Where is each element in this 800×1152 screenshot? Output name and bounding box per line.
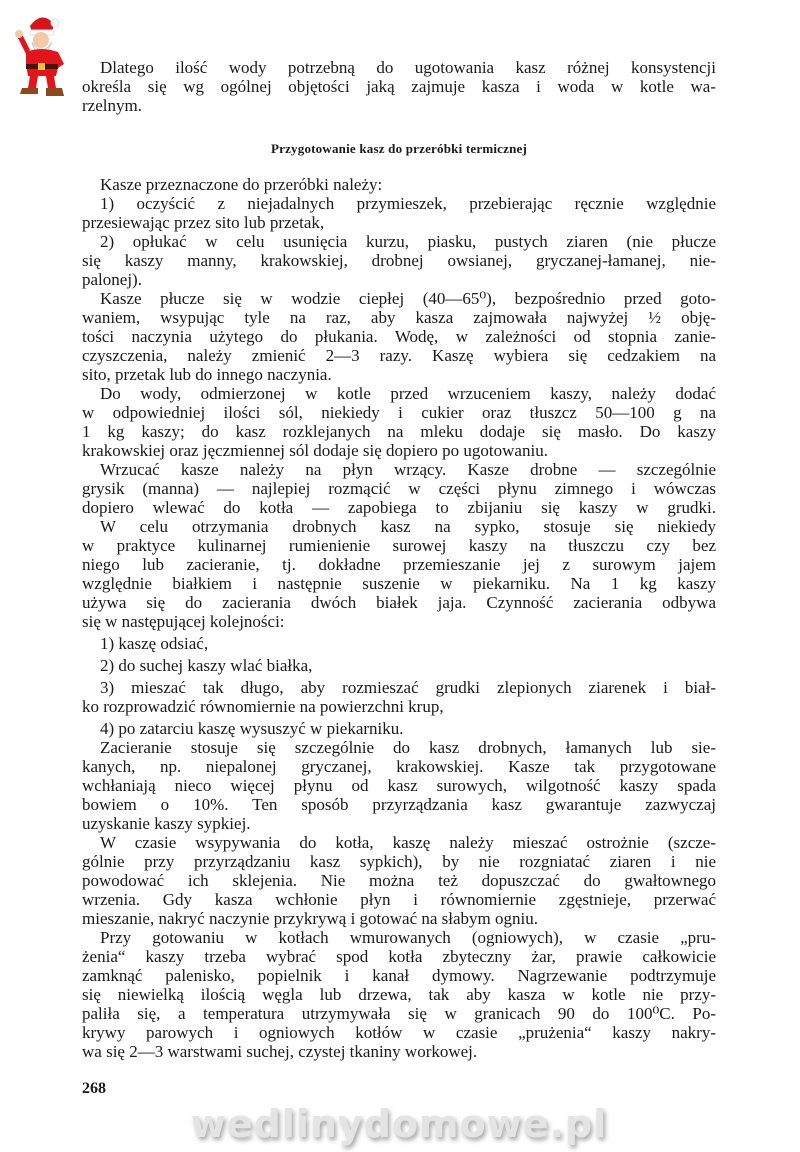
text-line: tości naczynia użytego do płukania. Wodę, w zależności od stopnia zanie- — [82, 327, 716, 346]
text-line: 2) do suchej kaszy wlać białka, — [100, 656, 313, 675]
text-line: waniem, wsypując tyle na raz, aby kasza zajmowała najwyżej ½ obję- — [82, 308, 716, 327]
text-line: 4) po zatarciu kaszę wysuszyć w piekarniku. — [100, 719, 404, 738]
text-line: gólnie przy przyrządzaniu kasz sypkich), by nie rozgniatać ziaren i nie — [82, 852, 716, 871]
section-heading: Przygotowanie kasz do przeróbki termicznej — [270, 141, 528, 156]
text-line: się niewielką ilością węgla lub drzewa, tak aby kasza w kotle nie przy- — [82, 985, 716, 1004]
text-line: zamknąć palenisko, popielnik i kanał dymowy. Nagrzewanie podtrzymuje — [82, 966, 716, 985]
text-line: w praktyce kulinarnej rumienienie surowej kaszy na tłuszczu czy bez — [82, 536, 716, 555]
text-line: czyszczenia, należy zmienić 2—3 razy. Kaszę wybiera się cedzakiem na — [82, 346, 716, 365]
text-line: Kasze płucze się w wodzie ciepłej (40—65⁰), bezpośrednio przed goto- — [100, 289, 716, 308]
text-line: sito, przetak lub do innego naczynia. — [82, 365, 332, 384]
text-line: 2) opłukać w celu usunięcia kurzu, piasku, pustych ziaren (nie płucze — [100, 232, 716, 251]
text-line: Kasze przeznaczone do przeróbki należy: — [100, 175, 383, 194]
text-line: 1) oczyścić z niejadalnych przymieszek, przebierając ręcznie względnie — [100, 194, 716, 213]
text-line: palonej). — [82, 270, 142, 289]
text-line: określa się wg ogólnej objętości jaką zajmuje kasza i woda w kotle wa- — [82, 77, 716, 96]
watermark: wedlinydomowe.pl — [190, 1102, 608, 1146]
text-line: krakowskiej oraz jęczmiennej sól dodaje się dopiero po ugotowaniu. — [82, 441, 548, 460]
text-line: wrzenia. Gdy kasza wchłonie płyn i równomiernie zgęstnieje, przerwać — [82, 890, 716, 909]
santa-clipart-icon — [8, 12, 74, 100]
page-number: 268 — [82, 1080, 106, 1097]
text-line: żenia“ kaszy trzeba wybrać spod kotła zbyteczny żar, prawie całkowicie — [82, 947, 716, 966]
text-line: niego lub zacieranie, tj. dokładne przemieszanie jej z surowym jajem — [82, 555, 716, 574]
text-line: Zacieranie stosuje się szczególnie do kasz drobnych, łamanych lub sie- — [100, 738, 716, 757]
text-line: krywy parowych i ogniowych kotłów w czasie „prużenia“ kaszy nakry- — [82, 1023, 716, 1042]
text-line: wchłaniają nieco więcej płynu od kasz surowych, wilgotność kaszy spada — [82, 776, 716, 795]
text-line: przesiewając przez sito lub przetak, — [82, 213, 325, 232]
text-line: w odpowiedniej ilości sól, niekiedy i cukier oraz tłuszcz 50—100 g na — [82, 403, 716, 422]
text-line: Wrzucać kasze należy na płyn wrzący. Kasze drobne — szczególnie — [100, 460, 716, 479]
text-line: uzyskanie kaszy sypkiej. — [82, 814, 251, 833]
text-line: W czasie wsypywania do kotła, kaszę należy mieszać ostrożnie (szcze- — [100, 833, 716, 852]
text-line: ko rozprowadzić równomiernie na powierzchni krup, — [82, 697, 444, 716]
text-line: dopiero wlewać do kotła — zapobiega to zbijaniu się kaszy w grudki. — [82, 498, 716, 517]
text-line: się w następującej kolejności: — [82, 612, 285, 631]
text-line: rzelnym. — [82, 96, 142, 115]
text-line: Przy gotowaniu w kotłach wmurowanych (ogniowych), w czasie „pru- — [100, 928, 716, 947]
text-line: używa się do zacierania dwóch białek jaja. Czynność zacierania odbywa — [82, 593, 716, 612]
text-line: mieszanie, nakryć naczynie przykrywą i gotować na słabym ogniu. — [82, 909, 539, 928]
text-line: kanych, np. niepalonej gryczanej, krakowskiej. Kasze tak przygotowane — [82, 757, 716, 776]
text-line: wa się 2—3 warstwami suchej, czystej tkaniny workowej. — [82, 1042, 478, 1061]
text-line: względnie białkiem i następnie suszenie w piekarniku. Na 1 kg kaszy — [82, 574, 716, 593]
text-line: grysik (manna) — najlepiej rozmącić w części płynu zimnego i wówczas — [82, 479, 716, 498]
text-line: powodować ich sklejenia. Nie można też dopuszczać do gwałtownego — [82, 871, 716, 890]
text-line: 3) mieszać tak długo, aby rozmieszać grudki zlepionych ziarenek i biał- — [100, 678, 716, 697]
text-line: 1) kaszę odsiać, — [100, 634, 209, 653]
text-line: Dlatego ilość wody potrzebną do ugotowania kasz różnej konsystencji — [100, 58, 716, 77]
text-line: bowiem o 10%. Ten sposób przyrządzania kasz gwarantuje zazwyczaj — [82, 795, 716, 814]
text-line: paliła się, a temperatura utrzymywała się w granicach 90 do 100⁰C. Po- — [82, 1004, 716, 1023]
text-line: W celu otrzymania drobnych kasz na sypko, stosuje się niekiedy — [100, 517, 716, 536]
text-line: Do wody, odmierzonej w kotle przed wrzuceniem kaszy, należy dodać — [100, 384, 716, 403]
text-line: się kaszy manny, krakowskiej, drobnej owsianej, gryczanej-łamanej, nie- — [82, 251, 716, 270]
text-line: 1 kg kaszy; do kasz rozklejanych na mleku dodaje się masło. Do kaszy — [82, 422, 716, 441]
document-body — [82, 0, 716, 1075]
